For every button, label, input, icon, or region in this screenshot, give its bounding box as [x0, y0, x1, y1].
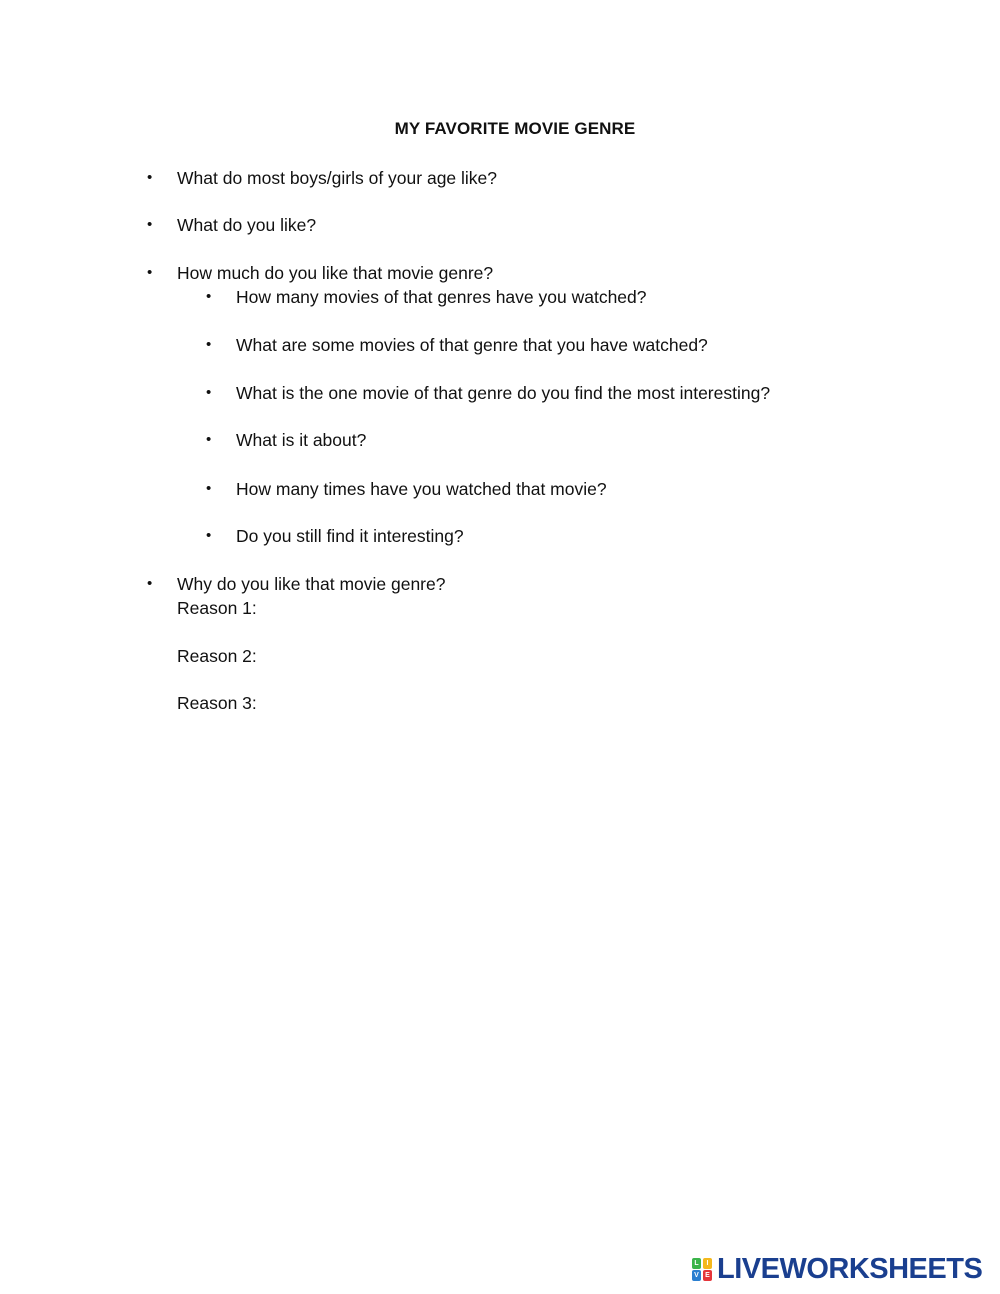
sub-question-3: What is the one movie of that genre do you find the most interesting?: [236, 383, 771, 403]
liveworksheets-logo-icon: [692, 1256, 714, 1282]
question-1: What do most boys/girls of your age like?: [177, 168, 498, 188]
sub-bullet: •: [206, 431, 212, 448]
sub-bullet: •: [206, 288, 212, 305]
question-4: Why do you like that movie genre?: [177, 574, 446, 594]
question-3: How much do you like that movie genre?: [177, 263, 494, 283]
bullet: •: [147, 264, 153, 281]
sub-question-1: How many movies of that genres have you watched?: [236, 287, 647, 307]
logo-tile-l: L: [692, 1258, 701, 1269]
sub-question-4: What is it about?: [236, 430, 367, 450]
logo-tile-i: I: [703, 1258, 712, 1269]
sub-question-6: Do you still find it interesting?: [236, 526, 464, 546]
worksheet-title: MY FAVORITE MOVIE GENRE: [394, 119, 636, 138]
sub-bullet: •: [206, 384, 212, 401]
reason-1-label: Reason 1:: [177, 598, 257, 618]
bullet: •: [147, 575, 153, 592]
liveworksheets-logo: [692, 1253, 982, 1285]
bullet: •: [147, 216, 153, 233]
sub-bullet: •: [206, 336, 212, 353]
sub-bullet: •: [206, 480, 212, 497]
question-2: What do you like?: [177, 215, 317, 235]
sub-bullet: •: [206, 527, 212, 544]
logo-tile-e: E: [703, 1270, 712, 1281]
reason-2-label: Reason 2:: [177, 646, 257, 666]
logo-tile-v: V: [692, 1270, 701, 1281]
liveworksheets-logo-text: LIVEWORKSHEETS: [717, 1252, 983, 1285]
reason-3-label: Reason 3:: [177, 693, 257, 713]
bullet: •: [147, 169, 153, 186]
sub-question-5: How many times have you watched that movie?: [236, 479, 607, 499]
sub-question-2: What are some movies of that genre that you have watched?: [236, 335, 708, 355]
